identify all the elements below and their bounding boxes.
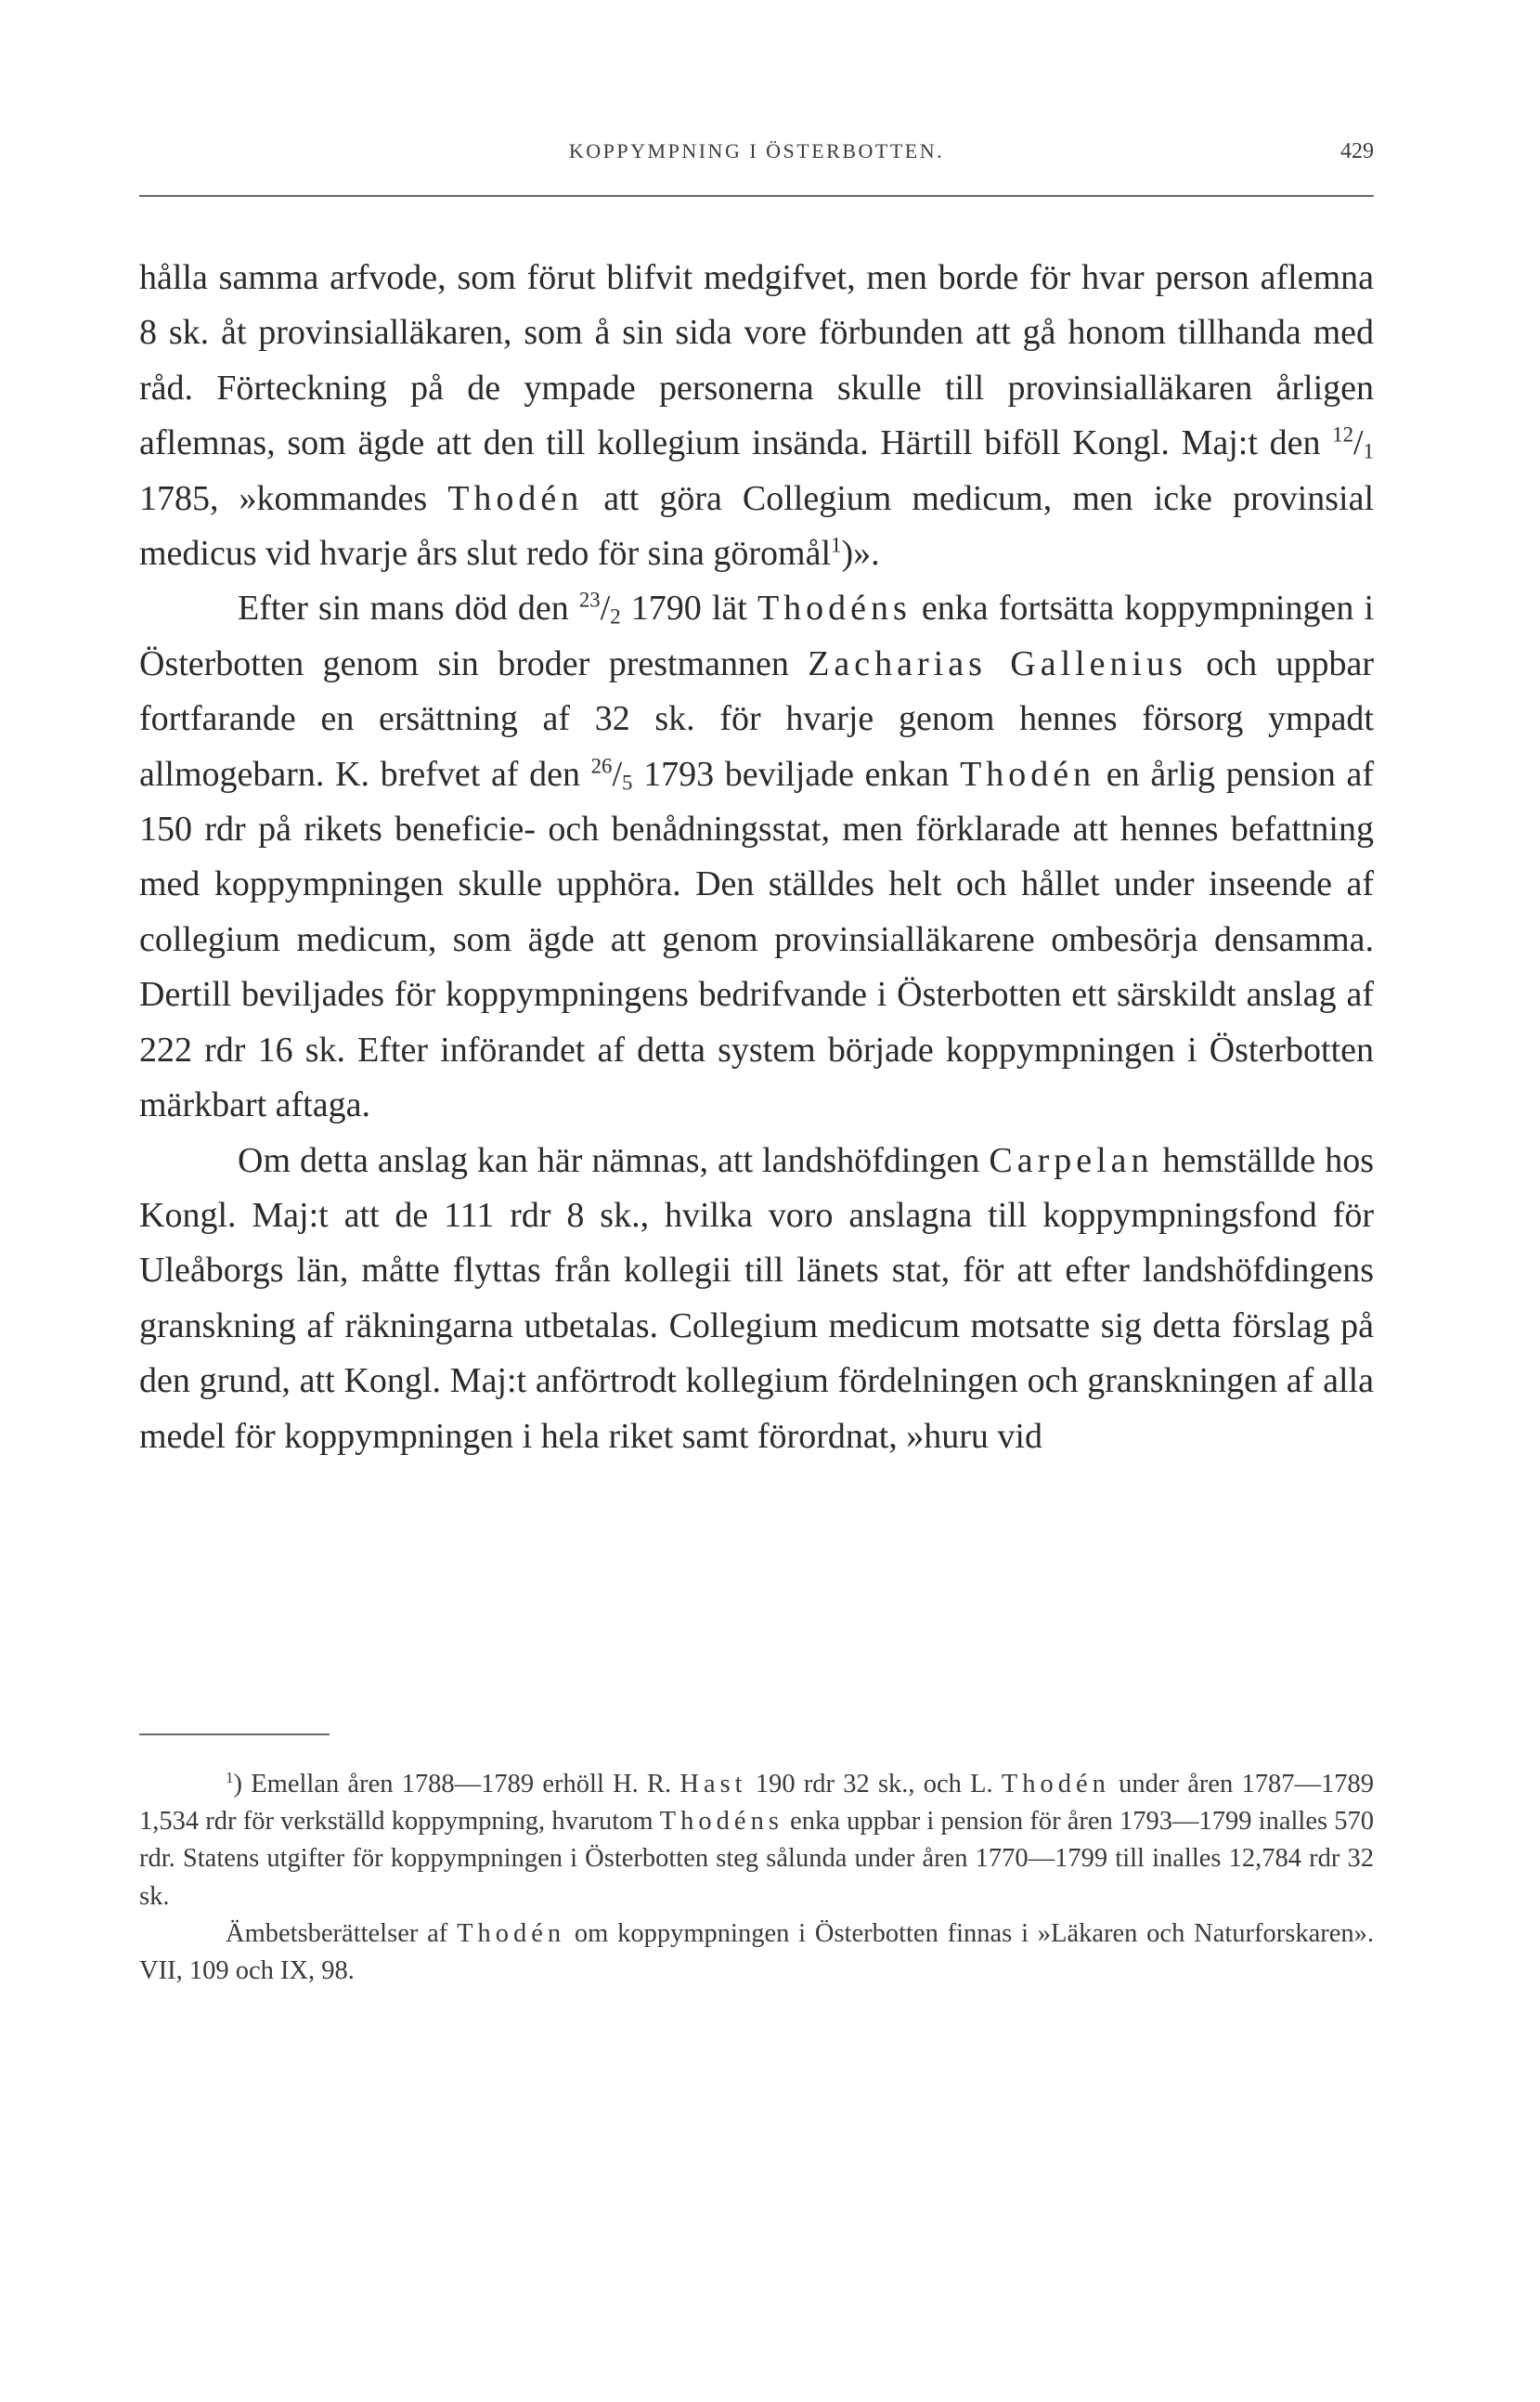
text-run: en årlig pension af 150 rdr på rikets beneficie- och benådningsstat, men förklarade att hennes befattning med koppympningen skulle upphöra. Den ställdes helt och hållet under inseende af collegium medicum, som ägde att genom provinsialläkarene ombesörja densamma. Dertill beviljades för koppympningens bedrifvande i Österbotten ett särskildt anslag af 222 rdr 16 sk. Efter införandet af detta system började koppympningen i Österbotten märkbart aftaga. (139, 754, 1375, 1125)
text-run: Om detta anslag kan här nämnas, att landshöfdingen (238, 1140, 990, 1180)
paragraph-1: hålla samma arfvode, som förut blifvit medgifvet, men borde för hvar person aflemna 8 sk. åt provinsialläkaren, som å sin sida vore förbunden att gå honom tillhanda med råd. Förteckning på de ympade personerna skulle till provinsialläkaren årligen aflemnas, som ägde att den till kollegium insända. Härtill biföll Kongl. Maj:t den $^{12}/_1$ 1785, »kommandes Thodén att göra Collegium medicum, men icke provinsial medicus vid hvarje års slut redo för sina göromål$^1$)». (139, 258, 1375, 574)
text-run: under åren 1787—1789 1,534 rdr för verkställd koppympning, hvarutom (139, 1770, 1374, 1837)
text-run: 1793 beviljade enkan (632, 754, 961, 794)
paragraph-3 (139, 1134, 1374, 1464)
text-run: enka uppbar i pension för åren 1793—1799 inalles 570 rdr. Statens utgifter för koppympningen i Österbotten steg sålunda under åren 1770—1799 till inalles 12,784 rdr 32 sk. (139, 1807, 1374, 1911)
text-run: ) Emellan åren 1788—1789 erhöll H. R. (233, 1770, 680, 1798)
footnote-2 (139, 1915, 1374, 1990)
footnotes (139, 1766, 1374, 1990)
person-name: Thodén (447, 478, 584, 518)
running-title: KOPPYMPNING I ÖSTERBOTTEN. (568, 139, 945, 162)
text-run: 1785, »kommandes (139, 478, 448, 518)
paragraph-2: Efter sin mans död den $^{23}/_2$ 1790 lät Thodéns enka fortsätta koppympningen i Österbotten genom sin broder prestmannen Zacharias Gallenius och uppbar fortfarande en ersättning af 32 sk. för hvarje genom hennes försorg ympadt allmogebarn. K. brefvet af den $^{26}/_5$ 1793 beviljade enkan Thodén en årlig pension af 150 rdr på rikets beneficie- och benådningsstat, men förklarade att hennes befattning med koppympningen skulle upphöra. Den ställdes helt och hållet under inseende af collegium medicum, som ägde att genom provinsialläkarene ombesörja densamma. Dertill beviljades för koppympningens bedrifvande i Österbotten ett särskildt anslag af 222 rdr 16 sk. Efter införandet af detta system började koppympningen i Österbotten märkbart aftaga. (139, 588, 1375, 1125)
person-name: Hast (679, 1770, 747, 1798)
footnote-1 (139, 1766, 1374, 1915)
text-run: om koppympningen i Österbotten finnas i »Läkaren och Naturforskaren». VII, 109 och IX, 98. (139, 1918, 1374, 1986)
body-text (139, 251, 1374, 1464)
text-run: Ämbetsberättelser af (226, 1918, 458, 1948)
text-run: )». (841, 534, 880, 574)
text-run: hemställde hos Kongl. Maj:t att de 111 rdr 8 sk., hvilka voro anslagna till koppympningsfond för Uleåborgs län, måtte flyttas från kollegii till länets stat, för att efter landshöfdingens granskning af räkningarna utbetalas. Collegium medicum motsatte sig detta förslag på den grund, att Kongl. Maj:t anförtrodt kollegium fördelningen och granskningen af alla medel för koppympningen i hela riket samt förordnat, »huru vid (139, 1140, 1374, 1456)
person-name: Zacharias Gallenius (808, 643, 1187, 683)
text-run: hålla samma arfvode, som förut blifvit medgifvet, men borde för hvar person aflemna 8 sk. åt provinsialläkaren, som å sin sida vore förbunden att gå honom tillhanda med råd. Förteckning på de ympade personerna skulle till provinsialläkaren årligen aflemnas, som ägde att den till kollegium insända. Härtill biföll Kongl. Maj:t den (139, 258, 1374, 463)
text-run: 1790 lät (620, 589, 757, 629)
text-run: att göra Collegium medicum, men icke provinsial medicus vid hvarje års slut redo för sina göromål (139, 478, 1375, 574)
date-superscript: 26 (590, 753, 613, 777)
person-name: Thodén (960, 754, 1096, 794)
person-name: Thodén (457, 1918, 566, 1948)
person-name: Thodéns (757, 589, 912, 629)
page-number: 429 (1340, 139, 1374, 163)
date-subscript: 1 (1363, 439, 1374, 463)
text-run: enka fortsätta koppympningen i Österbotten genom sin broder prestmannen (139, 589, 1375, 683)
person-name: Thodén (1001, 1770, 1110, 1798)
text-run: och uppbar fortfarande en ersättning af 32 sk. för hvarje genom hennes försorg ympadt allmogebarn. K. brefvet af den (139, 643, 1375, 794)
running-head (139, 139, 1374, 176)
date-subscript: 5 (622, 771, 633, 795)
date-subscript: 2 (610, 604, 621, 629)
text-run: 190 rdr 32 sk., och L. (746, 1770, 1002, 1798)
person-name: Carpelan (989, 1140, 1154, 1180)
header-rule (139, 195, 1374, 197)
text-run: Efter sin mans död den (238, 589, 579, 629)
date-superscript: 12 (1332, 422, 1354, 447)
footnote-mark: 1 (226, 1768, 234, 1786)
footnote-reference: 1 (831, 533, 842, 557)
date-superscript: 23 (578, 588, 601, 612)
person-name: Thodéns (659, 1807, 783, 1837)
footnote-rule (139, 1733, 330, 1735)
